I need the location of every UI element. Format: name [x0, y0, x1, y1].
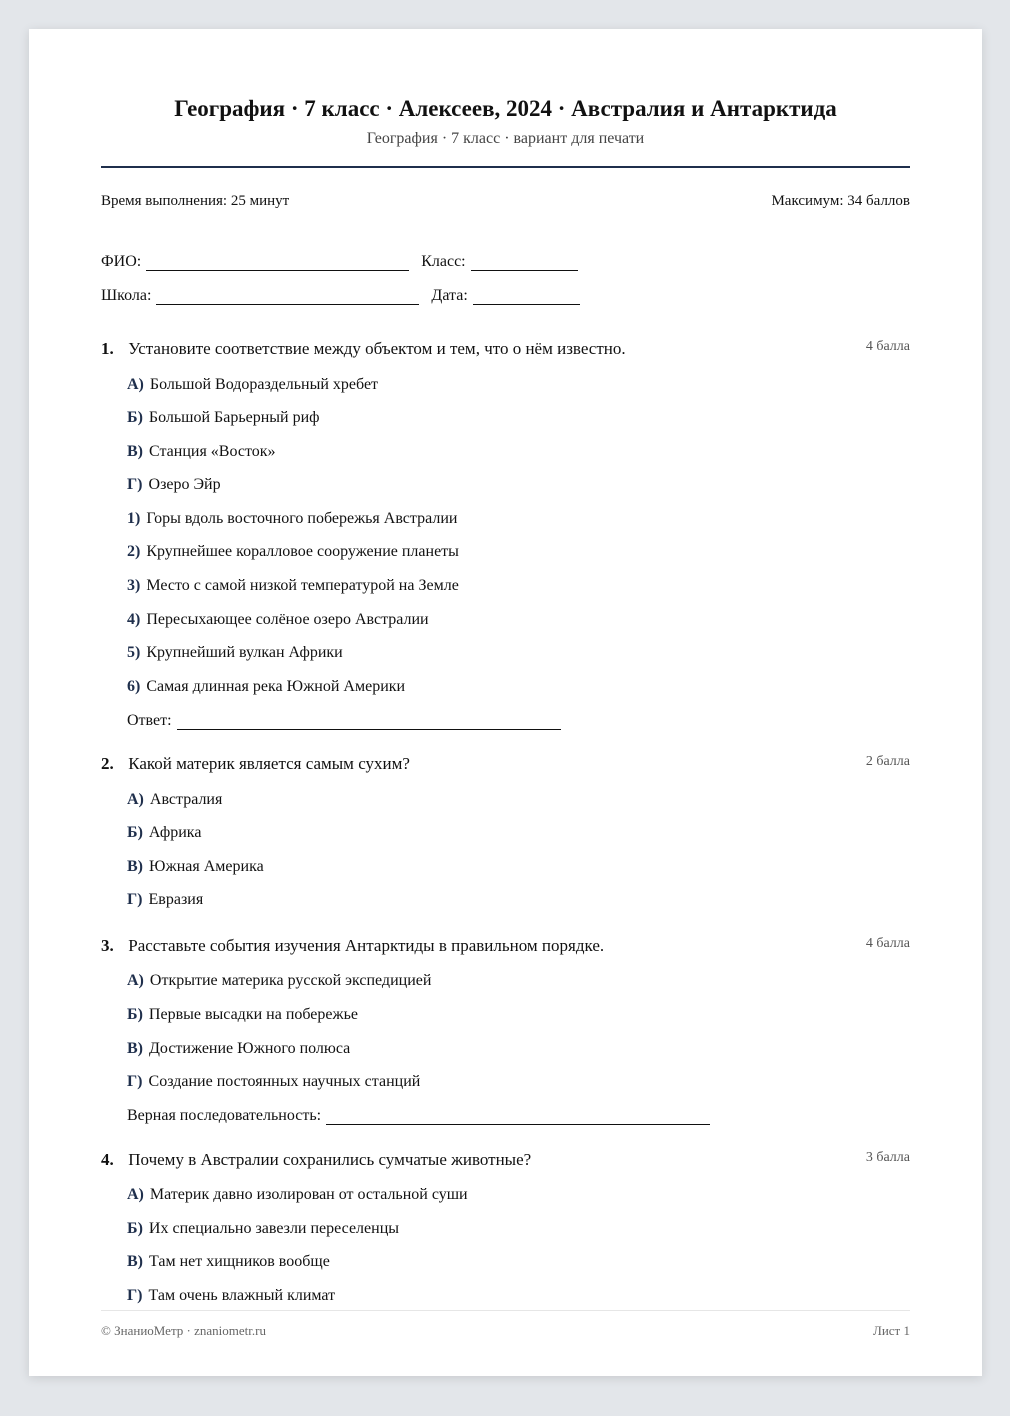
- option-text: Крупнейший вулкан Африки: [146, 644, 343, 661]
- match-item: [127, 577, 459, 595]
- option-text: Их специально завезли переселенцы: [148, 1220, 400, 1237]
- page-title: География · 7 класс · Алексеев, 2024 · Австралия и Антарктида: [174, 96, 837, 121]
- option-letter: А): [127, 1186, 144, 1203]
- option-text: Горы вдоль восточного побережья Австралии: [146, 510, 458, 527]
- page-content: [101, 29, 910, 1376]
- option-letter: Б): [127, 1006, 143, 1023]
- option-letter: Г): [127, 1073, 143, 1090]
- meta-row: [101, 193, 910, 210]
- option-item: [127, 476, 221, 494]
- answer-field[interactable]: [326, 1110, 710, 1125]
- option-text: Достижение Южного полюса: [149, 1040, 351, 1057]
- option-text: Станция «Восток»: [149, 443, 276, 460]
- question-points: 4 балла: [865, 936, 910, 951]
- match-item: [127, 678, 405, 696]
- option-text: Самая длинная река Южной Америки: [146, 678, 406, 695]
- option-text: Там нет хищников вообще: [149, 1253, 330, 1270]
- question-2: [101, 754, 910, 774]
- question-points: 2 балла: [865, 754, 910, 769]
- name-class-row: [101, 253, 590, 271]
- class-label: Класс:: [421, 253, 466, 270]
- option-letter: А): [127, 791, 144, 808]
- question-4: [101, 1150, 910, 1170]
- question-1: [101, 339, 910, 359]
- footer-divider: [101, 1310, 910, 1311]
- option-letter: 2): [127, 543, 141, 560]
- option-text: Южная Америка: [149, 858, 264, 875]
- option-letter: В): [127, 858, 143, 875]
- option-text: Большой Водораздельный хребет: [149, 376, 379, 393]
- option-item: [127, 1006, 358, 1024]
- option-text: Австралия: [149, 791, 223, 808]
- answer-label: Верная последовательность:: [127, 1107, 322, 1124]
- option-item: [127, 891, 203, 909]
- question-text: Установите соответствие между объектом и тем, что о нём известно.: [128, 339, 626, 358]
- question-number: 4.: [101, 1150, 114, 1169]
- option-item: [127, 1073, 420, 1091]
- option-letter: В): [127, 1253, 143, 1270]
- header-divider: [101, 166, 910, 168]
- option-letter: Г): [127, 476, 143, 493]
- option-text: Африка: [148, 824, 202, 841]
- option-item: [127, 1220, 399, 1238]
- option-letter: 4): [127, 611, 141, 628]
- school-date-row: [101, 287, 592, 305]
- date-field[interactable]: [473, 290, 580, 305]
- date-label: Дата:: [431, 287, 468, 304]
- option-text: Пересыхающее солёное озеро Австралии: [146, 611, 429, 628]
- question-number: 3.: [101, 936, 114, 955]
- answer-field[interactable]: [177, 715, 561, 730]
- option-text: Там очень влажный климат: [148, 1287, 336, 1304]
- class-field[interactable]: [471, 256, 578, 271]
- option-letter: А): [127, 972, 144, 989]
- match-item: [127, 543, 459, 561]
- answer-row: [127, 1107, 722, 1125]
- option-letter: 3): [127, 577, 141, 594]
- option-letter: В): [127, 443, 143, 460]
- fio-field[interactable]: [146, 256, 409, 271]
- option-letter: Г): [127, 891, 143, 908]
- answer-label: Ответ:: [127, 712, 172, 729]
- question-text: Какой материк является самым сухим?: [128, 754, 410, 773]
- option-item: [127, 376, 378, 394]
- question-points: 4 балла: [865, 339, 910, 354]
- question-text: Почему в Австралии сохранились сумчатые животные?: [128, 1150, 532, 1169]
- option-letter: Б): [127, 824, 143, 841]
- option-letter: 1): [127, 510, 141, 527]
- page-subtitle: География · 7 класс · вариант для печати: [366, 130, 645, 147]
- school-label: Школа:: [101, 287, 152, 304]
- option-item: [127, 1040, 350, 1058]
- option-item: [127, 791, 222, 809]
- question-points: 3 балла: [865, 1150, 910, 1165]
- option-text: Материк давно изолирован от остальной суши: [149, 1186, 468, 1203]
- option-letter: 5): [127, 644, 141, 661]
- option-item: [127, 858, 264, 876]
- option-letter: Б): [127, 409, 143, 426]
- fio-label: ФИО:: [101, 253, 142, 270]
- option-text: Большой Барьерный риф: [148, 409, 320, 426]
- time-limit: Время выполнения: 25 минут: [101, 193, 290, 209]
- option-item: [127, 409, 320, 427]
- worksheet-page: [29, 29, 982, 1376]
- option-text: Создание постоянных научных станций: [148, 1073, 421, 1090]
- option-item: [127, 1186, 468, 1204]
- option-text: Открытие материка русской экспедицией: [149, 972, 432, 989]
- option-item: [127, 1287, 335, 1305]
- page-footer: [101, 1323, 910, 1339]
- option-text: Место с самой низкой температурой на Земле: [146, 577, 459, 594]
- question-text: Расставьте события изучения Антарктиды в правильном порядке.: [128, 936, 605, 955]
- school-field[interactable]: [156, 290, 419, 305]
- match-item: [127, 644, 343, 662]
- question-number: 2.: [101, 754, 114, 773]
- option-item: [127, 972, 431, 990]
- question-3: [101, 936, 910, 956]
- option-item: [127, 1253, 330, 1271]
- answer-row: [127, 712, 573, 730]
- footer-copyright-link[interactable]: © ЗнаниоМетр · znaniometr.ru: [101, 1323, 266, 1338]
- match-item: [127, 611, 429, 629]
- option-letter: 6): [127, 678, 141, 695]
- option-letter: Г): [127, 1287, 143, 1304]
- sheet-number: Лист 1: [873, 1323, 910, 1338]
- option-item: [127, 824, 201, 842]
- option-text: Крупнейшее коралловое сооружение планеты: [146, 543, 459, 560]
- question-number: 1.: [101, 339, 114, 358]
- option-letter: В): [127, 1040, 143, 1057]
- option-item: [127, 443, 276, 461]
- option-text: Первые высадки на побережье: [148, 1006, 358, 1023]
- option-text: Озеро Эйр: [148, 476, 221, 493]
- max-score: Максимум: 34 баллов: [771, 193, 910, 209]
- option-letter: Б): [127, 1220, 143, 1237]
- option-text: Евразия: [148, 891, 204, 908]
- option-letter: А): [127, 376, 144, 393]
- match-item: [127, 510, 457, 528]
